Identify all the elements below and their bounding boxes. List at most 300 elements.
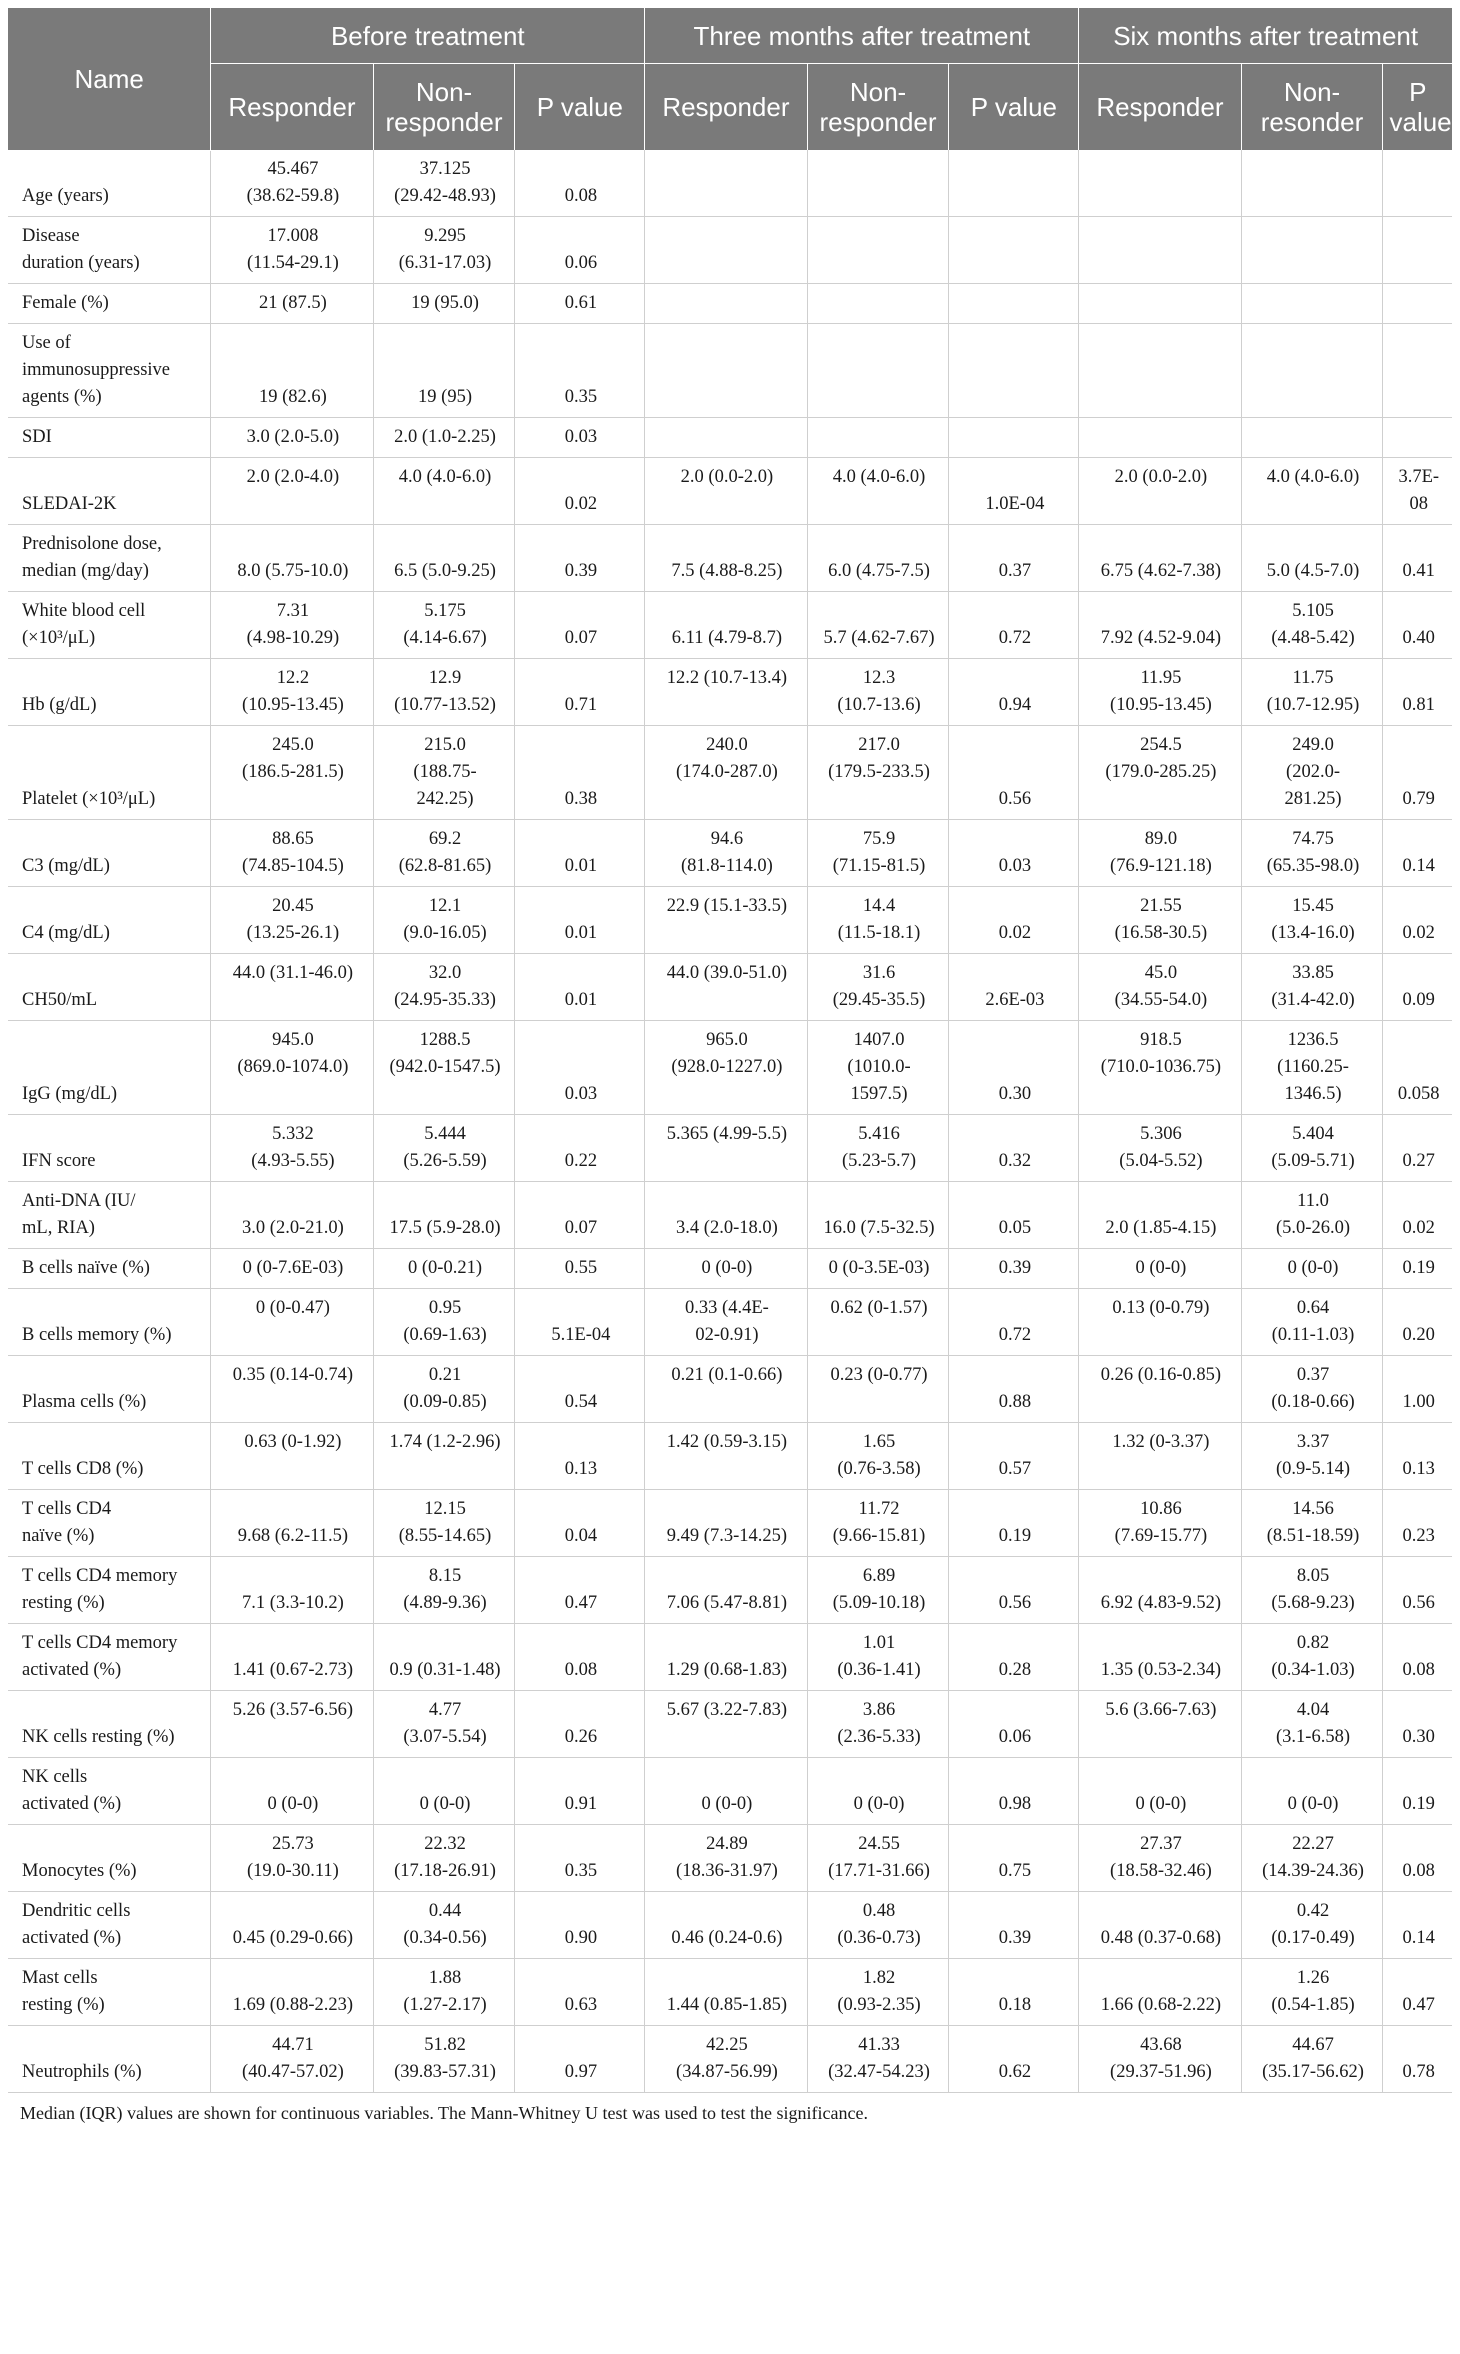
p-value-cell: 0.30 bbox=[1383, 1691, 1452, 1758]
p-value-cell: 0.23 bbox=[1383, 1490, 1452, 1557]
subheader-4: Non- responder bbox=[807, 64, 949, 151]
row-label: Age (years) bbox=[8, 150, 211, 217]
value-cell: 1407.0 (1010.0- 1597.5) bbox=[807, 1021, 949, 1115]
p-value-cell bbox=[949, 324, 1079, 418]
value-cell: 3.0 (2.0-5.0) bbox=[211, 418, 373, 458]
value-cell bbox=[645, 418, 807, 458]
value-cell: 44.71 (40.47-57.02) bbox=[211, 2026, 373, 2093]
value-cell: 1.44 (0.85-1.85) bbox=[645, 1959, 807, 2026]
table-row bbox=[8, 217, 1452, 284]
value-cell: 2.0 (0.0-2.0) bbox=[645, 458, 807, 525]
p-value-cell bbox=[1383, 324, 1452, 418]
p-value-cell: 0.18 bbox=[949, 1959, 1079, 2026]
value-cell: 245.0 (186.5-281.5) bbox=[211, 726, 373, 820]
row-label: Monocytes (%) bbox=[8, 1825, 211, 1892]
row-label: Female (%) bbox=[8, 284, 211, 324]
value-cell: 240.0 (174.0-287.0) bbox=[645, 726, 807, 820]
p-value-cell: 0.058 bbox=[1383, 1021, 1452, 1115]
value-cell: 12.9 (10.77-13.52) bbox=[373, 659, 515, 726]
value-cell bbox=[645, 284, 807, 324]
value-cell: 3.4 (2.0-18.0) bbox=[645, 1182, 807, 1249]
value-cell: 2.0 (1.85-4.15) bbox=[1079, 1182, 1241, 1249]
group-header-three-months: Three months after treatment bbox=[645, 8, 1079, 64]
value-cell: 5.306 (5.04-5.52) bbox=[1079, 1115, 1241, 1182]
row-label: C3 (mg/dL) bbox=[8, 820, 211, 887]
value-cell: 89.0 (76.9-121.18) bbox=[1079, 820, 1241, 887]
value-cell: 0 (0-0) bbox=[807, 1758, 949, 1825]
value-cell: 11.0 (5.0-26.0) bbox=[1241, 1182, 1383, 1249]
value-cell: 0.13 (0-0.79) bbox=[1079, 1289, 1241, 1356]
p-value-cell: 0.63 bbox=[515, 1959, 645, 2026]
value-cell: 4.04 (3.1-6.58) bbox=[1241, 1691, 1383, 1758]
p-value-cell: 0.97 bbox=[515, 2026, 645, 2093]
table-row bbox=[8, 324, 1452, 418]
value-cell bbox=[1079, 418, 1241, 458]
value-cell: 5.404 (5.09-5.71) bbox=[1241, 1115, 1383, 1182]
value-cell: 44.67 (35.17-56.62) bbox=[1241, 2026, 1383, 2093]
value-cell: 0.23 (0-0.77) bbox=[807, 1356, 949, 1423]
value-cell: 24.89 (18.36-31.97) bbox=[645, 1825, 807, 1892]
value-cell: 15.45 (13.4-16.0) bbox=[1241, 887, 1383, 954]
p-value-cell: 0.07 bbox=[515, 1182, 645, 1249]
table-footnote: Median (IQR) values are shown for continuous variables. The Mann-Whitney U test was used to test the significance. bbox=[20, 2103, 868, 2123]
subheader-0: Responder bbox=[211, 64, 373, 151]
subheader-2: P value bbox=[515, 64, 645, 151]
row-label: C4 (mg/dL) bbox=[8, 887, 211, 954]
p-value-cell bbox=[949, 217, 1079, 284]
value-cell: 1.26 (0.54-1.85) bbox=[1241, 1959, 1383, 2026]
p-value-cell: 0.02 bbox=[1383, 887, 1452, 954]
value-cell: 4.0 (4.0-6.0) bbox=[1241, 458, 1383, 525]
value-cell: 0 (0-0) bbox=[645, 1758, 807, 1825]
value-cell: 1.01 (0.36-1.41) bbox=[807, 1624, 949, 1691]
value-cell: 20.45 (13.25-26.1) bbox=[211, 887, 373, 954]
value-cell bbox=[1079, 150, 1241, 217]
p-value-cell: 0.01 bbox=[515, 887, 645, 954]
value-cell: 0.26 (0.16-0.85) bbox=[1079, 1356, 1241, 1423]
p-value-cell: 0.79 bbox=[1383, 726, 1452, 820]
value-cell: 0.9 (0.31-1.48) bbox=[373, 1624, 515, 1691]
value-cell: 7.31 (4.98-10.29) bbox=[211, 592, 373, 659]
p-value-cell: 0.32 bbox=[949, 1115, 1079, 1182]
value-cell: 918.5 (710.0-1036.75) bbox=[1079, 1021, 1241, 1115]
value-cell: 9.49 (7.3-14.25) bbox=[645, 1490, 807, 1557]
p-value-cell: 0.56 bbox=[1383, 1557, 1452, 1624]
table-row bbox=[8, 2026, 1452, 2093]
table-row bbox=[8, 458, 1452, 525]
table-header bbox=[8, 8, 1452, 150]
value-cell: 0 (0-0) bbox=[645, 1249, 807, 1289]
table-row bbox=[8, 1557, 1452, 1624]
value-cell: 45.0 (34.55-54.0) bbox=[1079, 954, 1241, 1021]
table-row bbox=[8, 1182, 1452, 1249]
value-cell: 33.85 (31.4-42.0) bbox=[1241, 954, 1383, 1021]
value-cell: 0.46 (0.24-0.6) bbox=[645, 1892, 807, 1959]
p-value-cell: 0.39 bbox=[949, 1892, 1079, 1959]
value-cell: 1.66 (0.68-2.22) bbox=[1079, 1959, 1241, 2026]
p-value-cell: 0.27 bbox=[1383, 1115, 1452, 1182]
p-value-cell: 0.28 bbox=[949, 1624, 1079, 1691]
row-label: Neutrophils (%) bbox=[8, 2026, 211, 2093]
p-value-cell bbox=[1383, 150, 1452, 217]
value-cell: 1.41 (0.67-2.73) bbox=[211, 1624, 373, 1691]
value-cell: 1288.5 (942.0-1547.5) bbox=[373, 1021, 515, 1115]
p-value-cell: 0.13 bbox=[515, 1423, 645, 1490]
row-label: B cells memory (%) bbox=[8, 1289, 211, 1356]
row-label: Mast cells resting (%) bbox=[8, 1959, 211, 2026]
subheader-3: Responder bbox=[645, 64, 807, 151]
value-cell: 8.15 (4.89-9.36) bbox=[373, 1557, 515, 1624]
value-cell: 6.92 (4.83-9.52) bbox=[1079, 1557, 1241, 1624]
value-cell: 5.26 (3.57-6.56) bbox=[211, 1691, 373, 1758]
table-body bbox=[8, 150, 1452, 2093]
table-row bbox=[8, 1758, 1452, 1825]
p-value-cell: 3.7E-08 bbox=[1383, 458, 1452, 525]
value-cell: 217.0 (179.5-233.5) bbox=[807, 726, 949, 820]
table-row bbox=[8, 1249, 1452, 1289]
value-cell bbox=[807, 324, 949, 418]
value-cell: 5.105 (4.48-5.42) bbox=[1241, 592, 1383, 659]
subheader-5: P value bbox=[949, 64, 1079, 151]
table-row bbox=[8, 1825, 1452, 1892]
value-cell: 4.0 (4.0-6.0) bbox=[807, 458, 949, 525]
row-label: T cells CD4 memory activated (%) bbox=[8, 1624, 211, 1691]
value-cell: 5.175 (4.14-6.67) bbox=[373, 592, 515, 659]
value-cell: 10.86 (7.69-15.77) bbox=[1079, 1490, 1241, 1557]
table-row bbox=[8, 1423, 1452, 1490]
value-cell: 7.1 (3.3-10.2) bbox=[211, 1557, 373, 1624]
value-cell: 94.6 (81.8-114.0) bbox=[645, 820, 807, 887]
p-value-cell: 0.02 bbox=[515, 458, 645, 525]
value-cell: 0 (0-0) bbox=[211, 1758, 373, 1825]
value-cell: 0 (0-0) bbox=[1079, 1758, 1241, 1825]
value-cell: 2.0 (1.0-2.25) bbox=[373, 418, 515, 458]
value-cell: 5.365 (4.99-5.5) bbox=[645, 1115, 807, 1182]
value-cell: 17.5 (5.9-28.0) bbox=[373, 1182, 515, 1249]
p-value-cell: 0.71 bbox=[515, 659, 645, 726]
p-value-cell: 0.04 bbox=[515, 1490, 645, 1557]
value-cell: 1.65 (0.76-3.58) bbox=[807, 1423, 949, 1490]
value-cell: 0.48 (0.37-0.68) bbox=[1079, 1892, 1241, 1959]
value-cell: 6.0 (4.75-7.5) bbox=[807, 525, 949, 592]
p-value-cell bbox=[949, 418, 1079, 458]
value-cell: 21 (87.5) bbox=[211, 284, 373, 324]
p-value-cell: 0.03 bbox=[949, 820, 1079, 887]
p-value-cell: 0.75 bbox=[949, 1825, 1079, 1892]
value-cell: 0 (0-0) bbox=[1241, 1758, 1383, 1825]
value-cell: 0.45 (0.29-0.66) bbox=[211, 1892, 373, 1959]
row-label: IFN score bbox=[8, 1115, 211, 1182]
value-cell: 0.44 (0.34-0.56) bbox=[373, 1892, 515, 1959]
row-label: Prednisolone dose, median (mg/day) bbox=[8, 525, 211, 592]
value-cell: 0.62 (0-1.57) bbox=[807, 1289, 949, 1356]
value-cell: 9.68 (6.2-11.5) bbox=[211, 1490, 373, 1557]
p-value-cell: 0.14 bbox=[1383, 1892, 1452, 1959]
value-cell: 945.0 (869.0-1074.0) bbox=[211, 1021, 373, 1115]
value-cell bbox=[807, 418, 949, 458]
value-cell: 88.65 (74.85-104.5) bbox=[211, 820, 373, 887]
value-cell: 16.0 (7.5-32.5) bbox=[807, 1182, 949, 1249]
p-value-cell: 0.81 bbox=[1383, 659, 1452, 726]
p-value-cell: 0.26 bbox=[515, 1691, 645, 1758]
p-value-cell: 0.01 bbox=[515, 820, 645, 887]
p-value-cell: 0.08 bbox=[515, 150, 645, 217]
p-value-cell: 0.39 bbox=[515, 525, 645, 592]
p-value-cell: 0.14 bbox=[1383, 820, 1452, 887]
value-cell: 24.55 (17.71-31.66) bbox=[807, 1825, 949, 1892]
value-cell: 43.68 (29.37-51.96) bbox=[1079, 2026, 1241, 2093]
p-value-cell bbox=[1383, 284, 1452, 324]
p-value-cell: 0.38 bbox=[515, 726, 645, 820]
value-cell: 3.0 (2.0-21.0) bbox=[211, 1182, 373, 1249]
p-value-cell: 0.08 bbox=[515, 1624, 645, 1691]
value-cell: 1.88 (1.27-2.17) bbox=[373, 1959, 515, 2026]
value-cell: 11.75 (10.7-12.95) bbox=[1241, 659, 1383, 726]
value-cell bbox=[1079, 324, 1241, 418]
value-cell: 1236.5 (1160.25- 1346.5) bbox=[1241, 1021, 1383, 1115]
table-row bbox=[8, 1115, 1452, 1182]
value-cell: 41.33 (32.47-54.23) bbox=[807, 2026, 949, 2093]
row-label: CH50/mL bbox=[8, 954, 211, 1021]
group-header-before: Before treatment bbox=[211, 8, 645, 64]
value-cell: 22.27 (14.39-24.36) bbox=[1241, 1825, 1383, 1892]
value-cell: 1.82 (0.93-2.35) bbox=[807, 1959, 949, 2026]
table-container bbox=[8, 8, 1452, 2125]
table-row bbox=[8, 820, 1452, 887]
value-cell bbox=[1241, 150, 1383, 217]
value-cell bbox=[645, 217, 807, 284]
value-cell: 0.95 (0.69-1.63) bbox=[373, 1289, 515, 1356]
value-cell: 1.42 (0.59-3.15) bbox=[645, 1423, 807, 1490]
p-value-cell: 0.03 bbox=[515, 1021, 645, 1115]
name-column-header: Name bbox=[8, 8, 211, 150]
row-label: Hb (g/dL) bbox=[8, 659, 211, 726]
value-cell: 12.2 (10.95-13.45) bbox=[211, 659, 373, 726]
p-value-cell: 0.06 bbox=[949, 1691, 1079, 1758]
p-value-cell: 0.02 bbox=[949, 887, 1079, 954]
row-label: T cells CD4 naïve (%) bbox=[8, 1490, 211, 1557]
value-cell: 7.92 (4.52-9.04) bbox=[1079, 592, 1241, 659]
value-cell: 0.35 (0.14-0.74) bbox=[211, 1356, 373, 1423]
p-value-cell: 0.62 bbox=[949, 2026, 1079, 2093]
row-label: SDI bbox=[8, 418, 211, 458]
value-cell: 12.3 (10.7-13.6) bbox=[807, 659, 949, 726]
value-cell: 965.0 (928.0-1227.0) bbox=[645, 1021, 807, 1115]
value-cell: 2.0 (2.0-4.0) bbox=[211, 458, 373, 525]
subheader-row bbox=[8, 64, 1452, 151]
value-cell bbox=[645, 150, 807, 217]
p-value-cell: 0.40 bbox=[1383, 592, 1452, 659]
p-value-cell: 0.55 bbox=[515, 1249, 645, 1289]
value-cell: 7.06 (5.47-8.81) bbox=[645, 1557, 807, 1624]
row-label: T cells CD8 (%) bbox=[8, 1423, 211, 1490]
value-cell bbox=[1241, 217, 1383, 284]
value-cell bbox=[1241, 418, 1383, 458]
value-cell: 5.444 (5.26-5.59) bbox=[373, 1115, 515, 1182]
p-value-cell: 0.47 bbox=[515, 1557, 645, 1624]
p-value-cell: 0.61 bbox=[515, 284, 645, 324]
p-value-cell: 0.88 bbox=[949, 1356, 1079, 1423]
value-cell: 37.125 (29.42-48.93) bbox=[373, 150, 515, 217]
table-row bbox=[8, 1892, 1452, 1959]
row-label: Use of immunosuppressive agents (%) bbox=[8, 324, 211, 418]
p-value-cell bbox=[1383, 217, 1452, 284]
p-value-cell: 0.47 bbox=[1383, 1959, 1452, 2026]
value-cell: 0.21 (0.09-0.85) bbox=[373, 1356, 515, 1423]
p-value-cell: 0.13 bbox=[1383, 1423, 1452, 1490]
value-cell: 22.32 (17.18-26.91) bbox=[373, 1825, 515, 1892]
value-cell: 1.74 (1.2-2.96) bbox=[373, 1423, 515, 1490]
value-cell bbox=[807, 217, 949, 284]
value-cell: 19 (95.0) bbox=[373, 284, 515, 324]
table-row bbox=[8, 1289, 1452, 1356]
value-cell bbox=[645, 324, 807, 418]
table-row bbox=[8, 1490, 1452, 1557]
value-cell: 74.75 (65.35-98.0) bbox=[1241, 820, 1383, 887]
p-value-cell: 1.00 bbox=[1383, 1356, 1452, 1423]
value-cell: 31.6 (29.45-35.5) bbox=[807, 954, 949, 1021]
value-cell: 22.9 (15.1-33.5) bbox=[645, 887, 807, 954]
value-cell: 44.0 (39.0-51.0) bbox=[645, 954, 807, 1021]
value-cell: 254.5 (179.0-285.25) bbox=[1079, 726, 1241, 820]
value-cell bbox=[807, 150, 949, 217]
value-cell bbox=[1241, 324, 1383, 418]
value-cell: 44.0 (31.1-46.0) bbox=[211, 954, 373, 1021]
value-cell: 69.2 (62.8-81.65) bbox=[373, 820, 515, 887]
value-cell: 0.37 (0.18-0.66) bbox=[1241, 1356, 1383, 1423]
row-label: NK cells activated (%) bbox=[8, 1758, 211, 1825]
table-row bbox=[8, 954, 1452, 1021]
value-cell: 6.5 (5.0-9.25) bbox=[373, 525, 515, 592]
p-value-cell: 5.1E-04 bbox=[515, 1289, 645, 1356]
row-label: NK cells resting (%) bbox=[8, 1691, 211, 1758]
subheader-8: P value bbox=[1383, 64, 1452, 151]
value-cell: 0.64 (0.11-1.03) bbox=[1241, 1289, 1383, 1356]
row-label: Anti-DNA (IU/ mL, RIA) bbox=[8, 1182, 211, 1249]
table-row bbox=[8, 150, 1452, 217]
p-value-cell: 0.19 bbox=[1383, 1249, 1452, 1289]
value-cell: 0.82 (0.34-1.03) bbox=[1241, 1624, 1383, 1691]
p-value-cell: 0.22 bbox=[515, 1115, 645, 1182]
p-value-cell: 0.02 bbox=[1383, 1182, 1452, 1249]
value-cell: 6.75 (4.62-7.38) bbox=[1079, 525, 1241, 592]
p-value-cell: 0.72 bbox=[949, 1289, 1079, 1356]
p-value-cell: 0.03 bbox=[515, 418, 645, 458]
value-cell: 6.89 (5.09-10.18) bbox=[807, 1557, 949, 1624]
group-header-six-months: Six months after treatment bbox=[1079, 8, 1452, 64]
value-cell: 2.0 (0.0-2.0) bbox=[1079, 458, 1241, 525]
subheader-7: Non- resonder bbox=[1241, 64, 1383, 151]
table-row bbox=[8, 525, 1452, 592]
value-cell: 0.42 (0.17-0.49) bbox=[1241, 1892, 1383, 1959]
p-value-cell: 0.90 bbox=[515, 1892, 645, 1959]
subheader-1: Non- responder bbox=[373, 64, 515, 151]
value-cell: 7.5 (4.88-8.25) bbox=[645, 525, 807, 592]
p-value-cell: 0.39 bbox=[949, 1249, 1079, 1289]
p-value-cell: 0.54 bbox=[515, 1356, 645, 1423]
value-cell: 5.7 (4.62-7.67) bbox=[807, 592, 949, 659]
value-cell: 8.05 (5.68-9.23) bbox=[1241, 1557, 1383, 1624]
table-row bbox=[8, 887, 1452, 954]
value-cell: 0 (0-0.47) bbox=[211, 1289, 373, 1356]
value-cell: 4.77 (3.07-5.54) bbox=[373, 1691, 515, 1758]
table-row bbox=[8, 1959, 1452, 2026]
value-cell: 0 (0-0) bbox=[1241, 1249, 1383, 1289]
p-value-cell: 0.35 bbox=[515, 324, 645, 418]
value-cell: 0 (0-0) bbox=[373, 1758, 515, 1825]
p-value-cell: 0.91 bbox=[515, 1758, 645, 1825]
value-cell: 4.0 (4.0-6.0) bbox=[373, 458, 515, 525]
value-cell: 32.0 (24.95-35.33) bbox=[373, 954, 515, 1021]
p-value-cell: 0.98 bbox=[949, 1758, 1079, 1825]
p-value-cell: 0.05 bbox=[949, 1182, 1079, 1249]
value-cell: 3.37 (0.9-5.14) bbox=[1241, 1423, 1383, 1490]
p-value-cell: 0.19 bbox=[949, 1490, 1079, 1557]
row-label: IgG (mg/dL) bbox=[8, 1021, 211, 1115]
value-cell: 5.0 (4.5-7.0) bbox=[1241, 525, 1383, 592]
value-cell: 0.63 (0-1.92) bbox=[211, 1423, 373, 1490]
p-value-cell: 0.57 bbox=[949, 1423, 1079, 1490]
value-cell: 1.29 (0.68-1.83) bbox=[645, 1624, 807, 1691]
p-value-cell bbox=[949, 150, 1079, 217]
value-cell: 19 (82.6) bbox=[211, 324, 373, 418]
row-label: B cells naïve (%) bbox=[8, 1249, 211, 1289]
row-label: Platelet (×10³/μL) bbox=[8, 726, 211, 820]
value-cell: 14.56 (8.51-18.59) bbox=[1241, 1490, 1383, 1557]
p-value-cell: 0.56 bbox=[949, 1557, 1079, 1624]
row-label: Plasma cells (%) bbox=[8, 1356, 211, 1423]
value-cell: 25.73 (19.0-30.11) bbox=[211, 1825, 373, 1892]
value-cell: 12.2 (10.7-13.4) bbox=[645, 659, 807, 726]
p-value-cell: 0.37 bbox=[949, 525, 1079, 592]
value-cell: 8.0 (5.75-10.0) bbox=[211, 525, 373, 592]
value-cell: 0 (0-0) bbox=[1079, 1249, 1241, 1289]
value-cell: 5.332 (4.93-5.55) bbox=[211, 1115, 373, 1182]
value-cell: 19 (95) bbox=[373, 324, 515, 418]
table-row bbox=[8, 726, 1452, 820]
table-row bbox=[8, 418, 1452, 458]
value-cell: 6.11 (4.79-8.7) bbox=[645, 592, 807, 659]
table-row bbox=[8, 659, 1452, 726]
row-label: White blood cell (×10³/μL) bbox=[8, 592, 211, 659]
results-table bbox=[8, 8, 1452, 2093]
row-label: Dendritic cells activated (%) bbox=[8, 1892, 211, 1959]
p-value-cell: 0.78 bbox=[1383, 2026, 1452, 2093]
value-cell bbox=[1241, 284, 1383, 324]
p-value-cell: 0.08 bbox=[1383, 1825, 1452, 1892]
table-row bbox=[8, 1021, 1452, 1115]
row-label: SLEDAI-2K bbox=[8, 458, 211, 525]
value-cell bbox=[1079, 284, 1241, 324]
value-cell: 0.33 (4.4E- 02-0.91) bbox=[645, 1289, 807, 1356]
value-cell: 5.6 (3.66-7.63) bbox=[1079, 1691, 1241, 1758]
p-value-cell: 0.94 bbox=[949, 659, 1079, 726]
value-cell bbox=[807, 284, 949, 324]
value-cell: 0 (0-3.5E-03) bbox=[807, 1249, 949, 1289]
value-cell: 12.1 (9.0-16.05) bbox=[373, 887, 515, 954]
p-value-cell: 0.06 bbox=[515, 217, 645, 284]
p-value-cell: 0.09 bbox=[1383, 954, 1452, 1021]
p-value-cell: 0.72 bbox=[949, 592, 1079, 659]
value-cell: 14.4 (11.5-18.1) bbox=[807, 887, 949, 954]
value-cell: 75.9 (71.15-81.5) bbox=[807, 820, 949, 887]
value-cell: 51.82 (39.83-57.31) bbox=[373, 2026, 515, 2093]
value-cell: 12.15 (8.55-14.65) bbox=[373, 1490, 515, 1557]
p-value-cell: 0.35 bbox=[515, 1825, 645, 1892]
value-cell: 0.48 (0.36-0.73) bbox=[807, 1892, 949, 1959]
table-row bbox=[8, 592, 1452, 659]
value-cell: 5.416 (5.23-5.7) bbox=[807, 1115, 949, 1182]
